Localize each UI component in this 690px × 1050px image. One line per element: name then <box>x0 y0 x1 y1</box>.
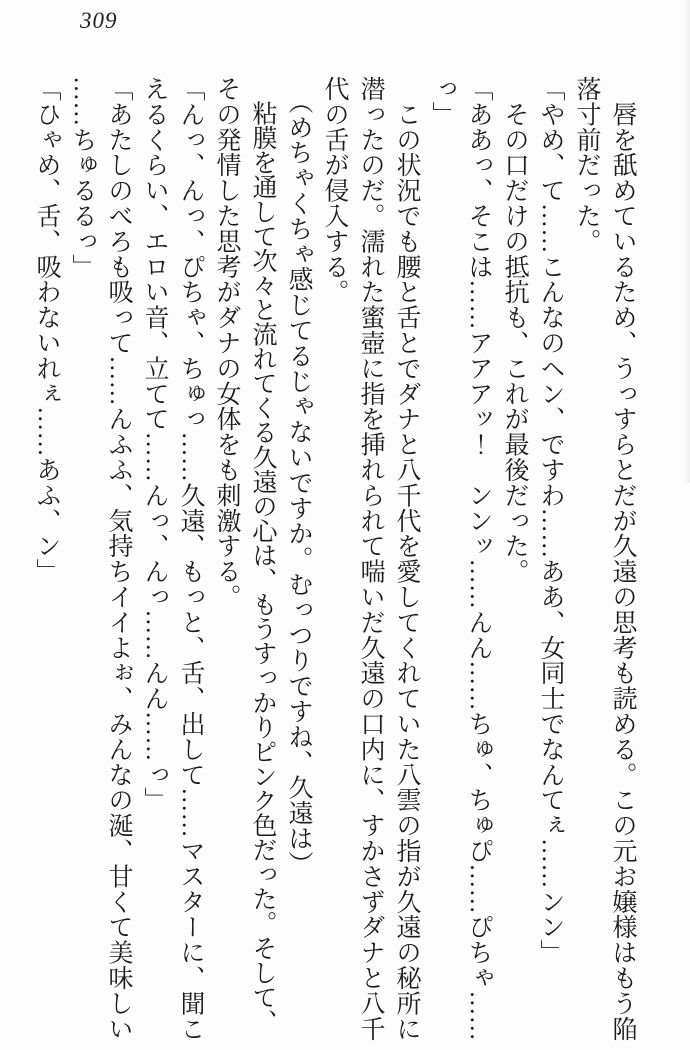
vertical-text-block <box>28 76 640 1040</box>
text-column: っ」 <box>429 76 456 127</box>
text-column: 「あたしのべろも吸って……んふふ、気持ちイイよぉ、みんなの涎、甘くて美味しい <box>105 76 132 1042</box>
text-column: 「ああっ、そこは……アアアッ！ ンンッ……んん……ちゅ、ちゅぴ……ぴちゃ…… <box>465 76 492 1042</box>
page-number: 309 <box>80 8 118 33</box>
text-column: （めちゃくちゃ感じてるじゃないですか。むっつりですね、久遠は） <box>285 76 312 877</box>
text-column: この状況でも腰と舌とでダナと八千代を愛してくれていた八雲の指が久遠の秘所に <box>393 76 420 1042</box>
text-column: 代の舌が侵入する。 <box>321 76 348 305</box>
text-column: その発情した思考がダナの女体をも刺激する。 <box>213 76 240 610</box>
text-column: 落寸前だった。 <box>573 76 600 254</box>
text-column: 潜ったのだ。濡れた蜜壺に指を挿れられて喘いだ久遠の口内に、すかさずダナと八千 <box>357 76 384 1042</box>
text-column: 唇を舐めているため、うっすらとだが久遠の思考も読める。この元お嬢様はもう陥 <box>609 76 636 1042</box>
text-column: 「ひゃめ、舌、吸わないれぇ……あふ、ン」 <box>33 76 60 584</box>
text-column: その口だけの抵抗も、これが最後だった。 <box>501 76 528 584</box>
text-column: 「やめ、て……こんなのヘン、ですわ……ああ、女同士でなんてぇ……ンン」 <box>537 76 564 965</box>
text-column: 「んっ、んっ、ぴちゃ、ちゅっ……久遠、もっと、舌、出して……マスターに、聞こ <box>177 76 204 1042</box>
text-column: 粘膜を通して次々と流れてくる久遠の心は、もうすっかりピンク色だった。そして、 <box>249 76 276 1034</box>
text-column: ……ちゅるるっ」 <box>69 76 96 280</box>
text-column: えるくらい、エロい音、立てて……んっ、んっ……んん……っ」 <box>141 76 168 813</box>
